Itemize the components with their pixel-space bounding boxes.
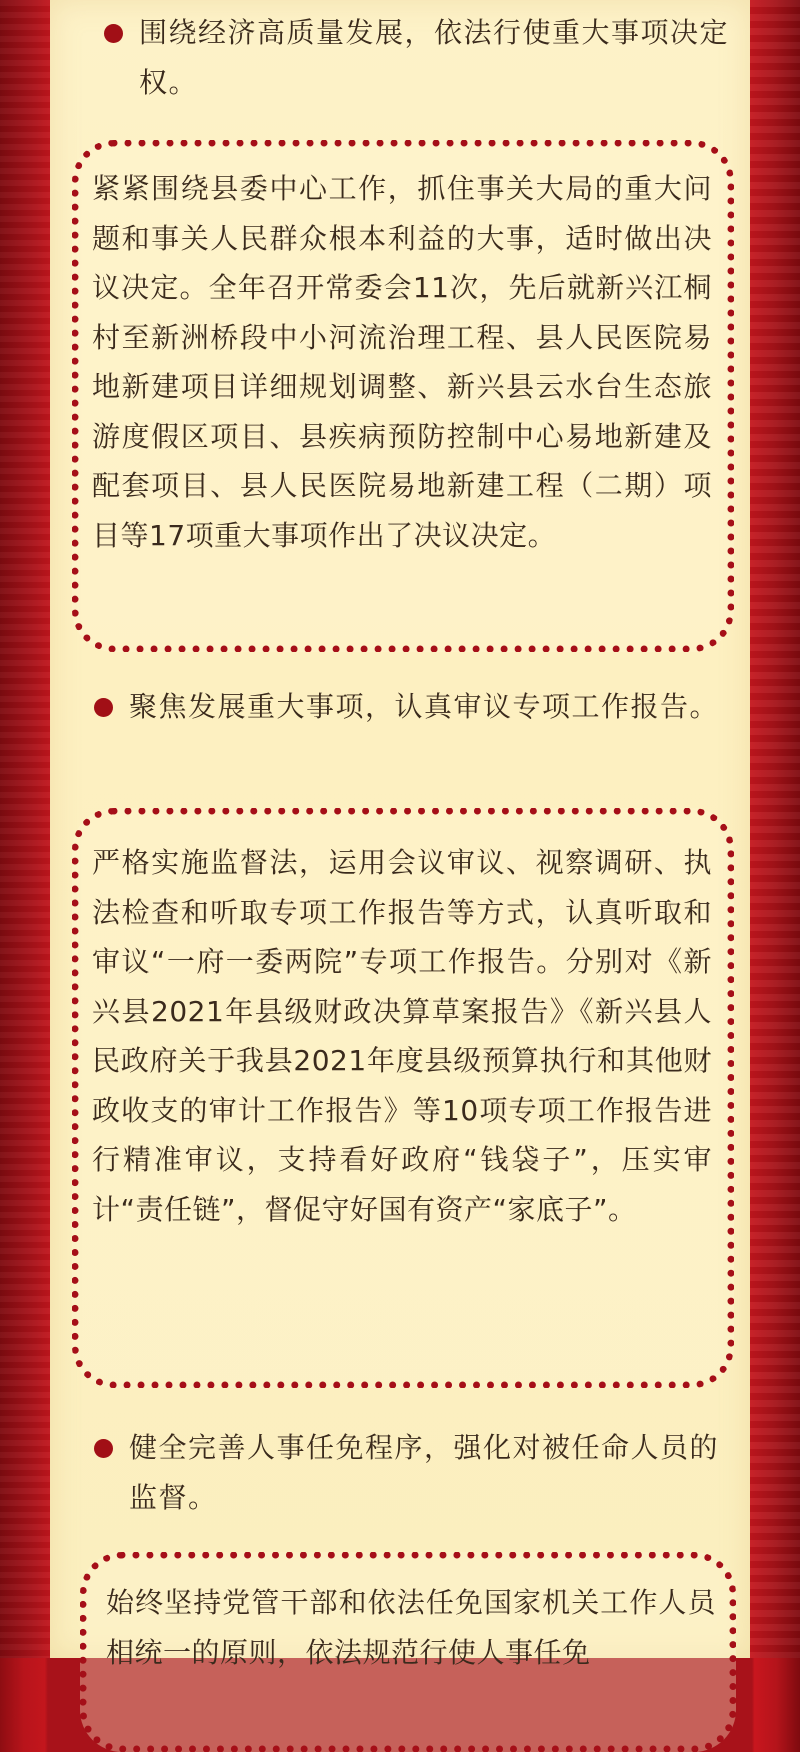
section-2-heading: 聚焦发展重大事项，认真审议专项工作报告。: [129, 690, 720, 723]
section-1-heading: 围绕经济高质量发展，依法行使重大事项决定权。: [139, 16, 730, 99]
section-1-heading-row: [104, 8, 744, 108]
right-red-border: [750, 0, 800, 1658]
section-3-heading: 健全完善人事任免程序，强化对被任命人员的监督。: [129, 1431, 720, 1514]
bullet-dot-icon: [94, 1439, 113, 1458]
section-2-heading-row: [94, 682, 734, 732]
section-1-body: 紧紧围绕县委中心工作，抓住事关大局的重大问题和事关人民群众根本利益的大事，适时做出决议决定。全年召开常委会11次，先后就新兴江桐村至新洲桥段中小河流治理工程、县人民医院易地新建项目详细规划调整、新兴县云水台生态旅游度假区项目、县疾病预防控制中心易地新建及配套项目、县人民医院易地新建工程（二期）项目等17项重大事项作出了决议决定。: [92, 172, 712, 552]
section-3-heading-row: [94, 1423, 734, 1523]
bullet-dot-icon: [94, 698, 113, 717]
content-paper: [50, 0, 750, 1669]
left-red-border: [0, 0, 50, 1658]
section-2-body: 严格实施监督法，运用会议审议、视察调研、执法检查和听取专项工作报告等方式，认真听取和审议“一府一委两院”专项工作报告。分别对《新兴县2021年县级财政决算草案报告》《新兴县人民政府关于我县2021年度县级预算执行和其他财政收支的审计工作报告》等10项专项工作报告进行精准审议，支持看好政府“钱袋子”，压实审计“责任链”，督促守好国有资产“家底子”。: [92, 846, 712, 1226]
section-3-body: 始终坚持党管干部和依法任免国家机关工作人员相统一的原则，依法规范行使人事任免: [106, 1586, 716, 1669]
bullet-dot-icon: [104, 24, 123, 43]
